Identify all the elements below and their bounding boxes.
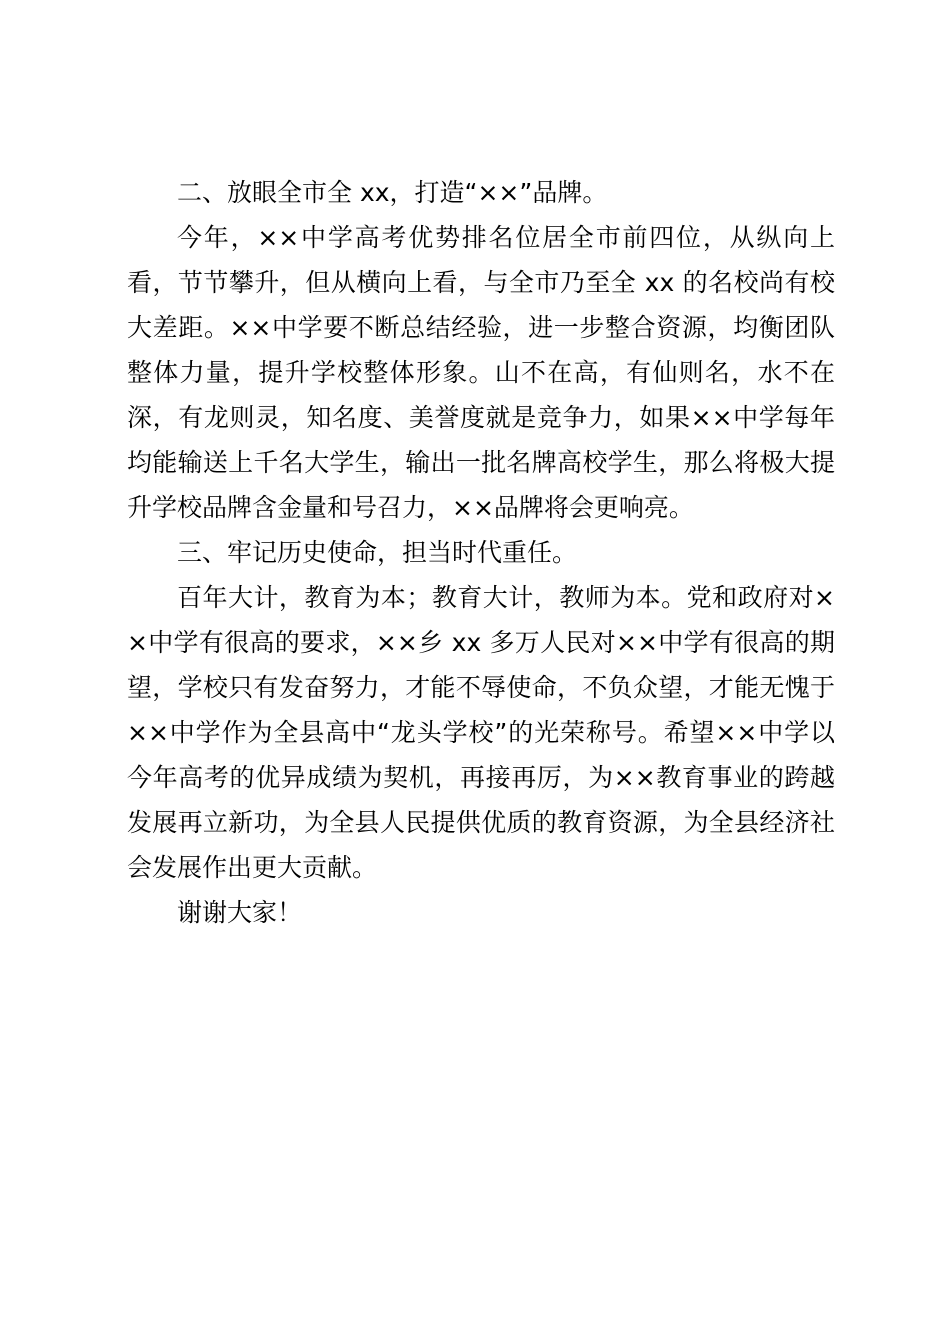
document-body [127,170,835,935]
closing-thanks: 谢谢大家！ [177,898,303,927]
paragraph-education-mission: 百年大计，教育为本；教育大计，教师为本。党和政府对××中学有很高的要求，××乡 xx 多万人民对××中学有很高的期望，学校只有发奋努力，才能不辱使命，不负众望，才能无愧于××中学作为全县高中“龙头学校”的光荣称号。希望××中学以今年高考的优异成绩为契机，再接再厉，为××教育事业的跨越发展再立新功，为全县人民提供优质的教育资源，为全县经济社会发展作出更大贡献。 [127,583,835,882]
section-heading-mission: 三、牢记历史使命，担当时代重任。 [177,538,578,567]
paragraph-brand-ranking: 今年，××中学高考优势排名位居全市前四位，从纵向上看，节节攀升，但从横向上看，与全市乃至全 xx 的名校尚有校大差距。××中学要不断总结经验，进一步整合资源，均衡团队整体力量，提升学校整体形象。山不在高，有仙则名，水不在深，有龙则灵，知名度、美誉度就是竞争力，如果××中学每年均能输送上千名大学生，输出一批名牌高校学生，那么将极大提升学校品牌含金量和号召力，××品牌将会更响亮。 [127,223,835,522]
section-heading-brand: 二、放眼全市全 xx，打造“××”品牌。 [177,178,608,207]
